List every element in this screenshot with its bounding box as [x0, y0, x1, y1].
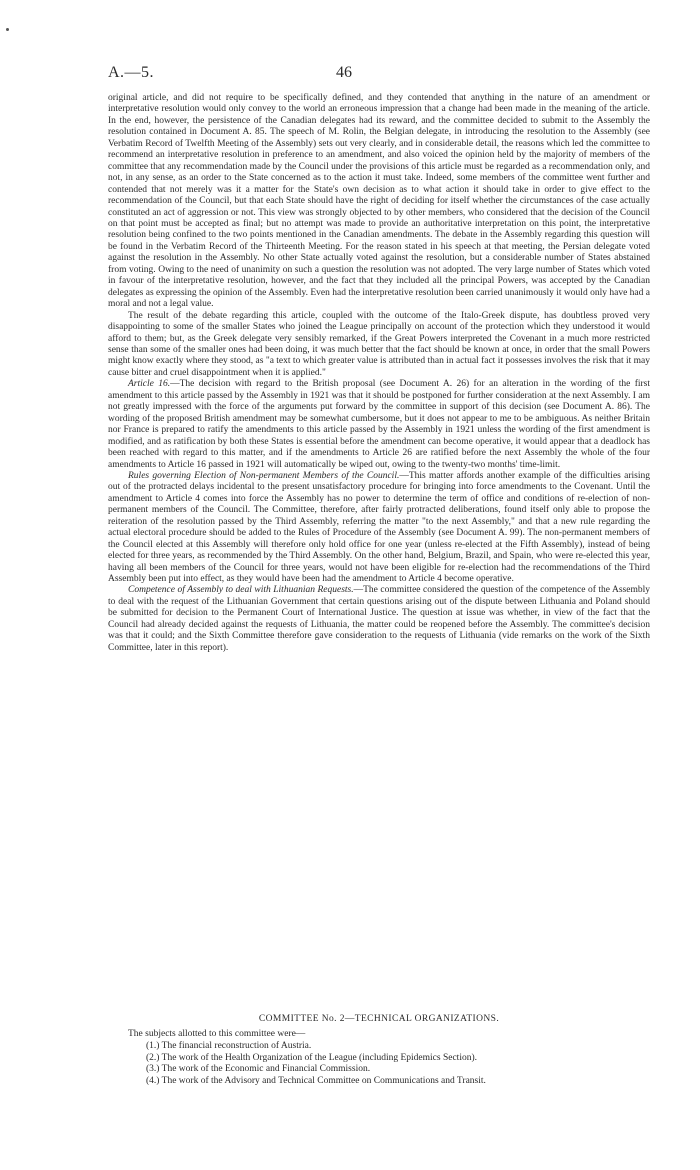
list-item: (1.) The financial reconstruction of Austria. — [146, 1041, 312, 1051]
list-item: (4.) The work of the Advisory and Technical Committee on Communications and Transit. — [146, 1075, 486, 1086]
list-item: (2.) The work of the Health Organization of the League (including Epidemics Section). — [146, 1052, 477, 1063]
section-intro: The subjects allotted to this committee were— — [128, 1029, 306, 1039]
body-text — [108, 93, 650, 654]
paragraph — [108, 379, 650, 471]
document-reference: A.—5. — [108, 64, 155, 81]
section-heading: COMMITTEE No. 2—TECHNICAL ORGANIZATIONS. — [258, 1014, 500, 1024]
paragraph — [108, 471, 650, 586]
margin-dot — [6, 28, 9, 31]
paragraph — [108, 311, 650, 380]
paragraph-text: —This matter affords another example of the difficulties arising out of the protracted delays incidental to the present unsatisfactory procedure for bringing into force amendments to the Covenant. Until the amendment to Article 4 comes into force the Assembly has no power to determine the term of office and conditions of re-election of non-permanent members of the Council. The Committee, therefore, after fairly protracted deliberations, found itself only able to propose the reiteration of the resolution passed by the Third Assembly, referring the matter "to the next Assembly," and that a new rule regarding the actual electoral procedure should be added to the Rules of Procedure of the Assembly (see Document A. 99). The non-permanent members of the Council elected at this Assembly will therefore only hold office for one year (unless re-elected at the Fifth Assembly), instead of being elected for three years, as recommended by the Third Assembly. On the other hand, Belgium, Brazil, and Spain, who were re-elected this year, having all been members of the Council for three years, would not have been eligible for re-election had the recommendations of the Third Assembly been put into effect, as they would have been had the amendment to Article 4 become operative. — [108, 470, 650, 585]
paragraph-lead: Article 16. — [128, 379, 171, 390]
list-item: (3.) The work of the Economic and Financial Commission. — [146, 1064, 371, 1075]
page-header — [108, 64, 648, 88]
paragraph-text: original article, and did not require to be specifically defined, and they contended that anything in the nature of an amendment or interpretative resolution would only convey to the world an erroneous impression that a change had been made in the meaning of the article. In the end, however, the persistence of the Canadian delegates had its reward, and the committee decided to submit to the Assembly the resolution contained in Document A. 85. The speech of M. Rolin, the Belgian delegate, in introducing the resolution to the Assembly (see Verbatim Record of Twelfth Meeting of the Assembly) sets out very clearly, and in considerable detail, the reasons which led the committee to recommend an interpretative resolution in preference to an amendment, and also voiced the opinion held by the majority of members of the committee that any recommendation made by the Council under the provisions of this article must be regarded as a recommendation only, and not, in any sense, as an order to the State concerned as to the action it must take. Indeed, some members of the committee went further and contended that not merely was it a matter for the State's own decision as to what action it should take in order to give effect to the recommendation of the Council, but that each State should have the right of deciding for itself whether the circumstances of the case actually constituted an act of aggression or not. This view was strongly objected to by other members, who considered that the decision of the Council on that point must be accepted as final; but no attempt was made to provide an authoritative interpretation on this point, the interpretative resolution being confined to the two points mentioned in the Canadian amendments. The debate in the Assembly regarding this question will be found in the Verbatim Record of the Thirteenth Meeting. For the reason stated in his speech at that meeting, the Persian delegate voted against the resolution in the Assembly. No other State actually voted against the resolution, but a considerable number of States abstained from voting. Owing to the need of unanimity on such a question the resolution was not adopted. The very large number of States which voted in favour of the interpretative resolution, however, and the fact that they included all the principal Powers, was accepted by the Canadian delegates as expressing the opinion of the Assembly. Even had the interpretative resolution been carried unanimously it would only have had a moral and not a legal value. — [108, 93, 650, 310]
paragraph-lead: Rules governing Election of Non-permanent Members of the Council. — [128, 470, 400, 481]
paragraph-text: —The committee considered the question of the competence of the Assembly to deal with the request of the Lithuanian Government that certain questions arising out of the dispute between Lithuania and Poland should be submitted for decision to the Permanent Court of International Justice. The question at issue was whether, in view of the fact that the Council had already decided against the requests of Lithuania, the matter could be reopened before the Assembly. The committee's decision was that it could; and the Sixth Committee therefore gave consideration to the requests of Lithuania (vide remarks on the work of the Sixth Committee, later in this report). — [108, 585, 650, 653]
subject-list — [146, 1041, 650, 1087]
paragraph — [108, 585, 650, 654]
page-number: 46 — [336, 64, 352, 81]
paragraph-lead: Competence of Assembly to deal with Lithuanian Requests. — [128, 585, 354, 596]
paragraph-text: —The decision with regard to the British proposal (see Document A. 26) for an alteration in the wording of the first amendment to this article passed by the Assembly in 1921 was that it should be postponed for further consideration at the next Assembly. I am not greatly impressed with the force of the arguments put forward by the committee in support of this decision (see Document A. 86). The wording of the proposed British amendment may be somewhat cumbersome, but it does not appear to me to be ambiguous. As neither Britain nor France is prepared to ratify the amendments to this article passed by the Assembly in 1921 unless the wording of the first amendment is modified, and as ratification by both these States is essential before the amendment can become operative, it would appear that a deadlock has been reached with regard to this matter, and if the amendments to Article 26 are ratified before the next Assembly the whole of the four amendments to Article 16 passed in 1921 will automatically be wiped out, owing to the twenty-two months' time-limit. — [108, 379, 650, 470]
paragraph — [108, 93, 650, 311]
paragraph-text: The result of the debate regarding this article, coupled with the outcome of the Italo-Greek dispute, has doubtless proved very disappointing to some of the smaller States who joined the League principally on account of the protection which they understood it would afford to them; but, as the Greek delegate very sensibly remarked, if the Great Powers interpreted the Covenant in a much more restricted sense than some of the smaller ones had been doing, it was much better that the fact should be known at once, in order that the small Powers might know exactly where they stood, as "a text to which greater value is attributed than in actual fact it possesses involves the risk that it may cause bitter and cruel disappointment when it is applied." — [108, 310, 650, 378]
